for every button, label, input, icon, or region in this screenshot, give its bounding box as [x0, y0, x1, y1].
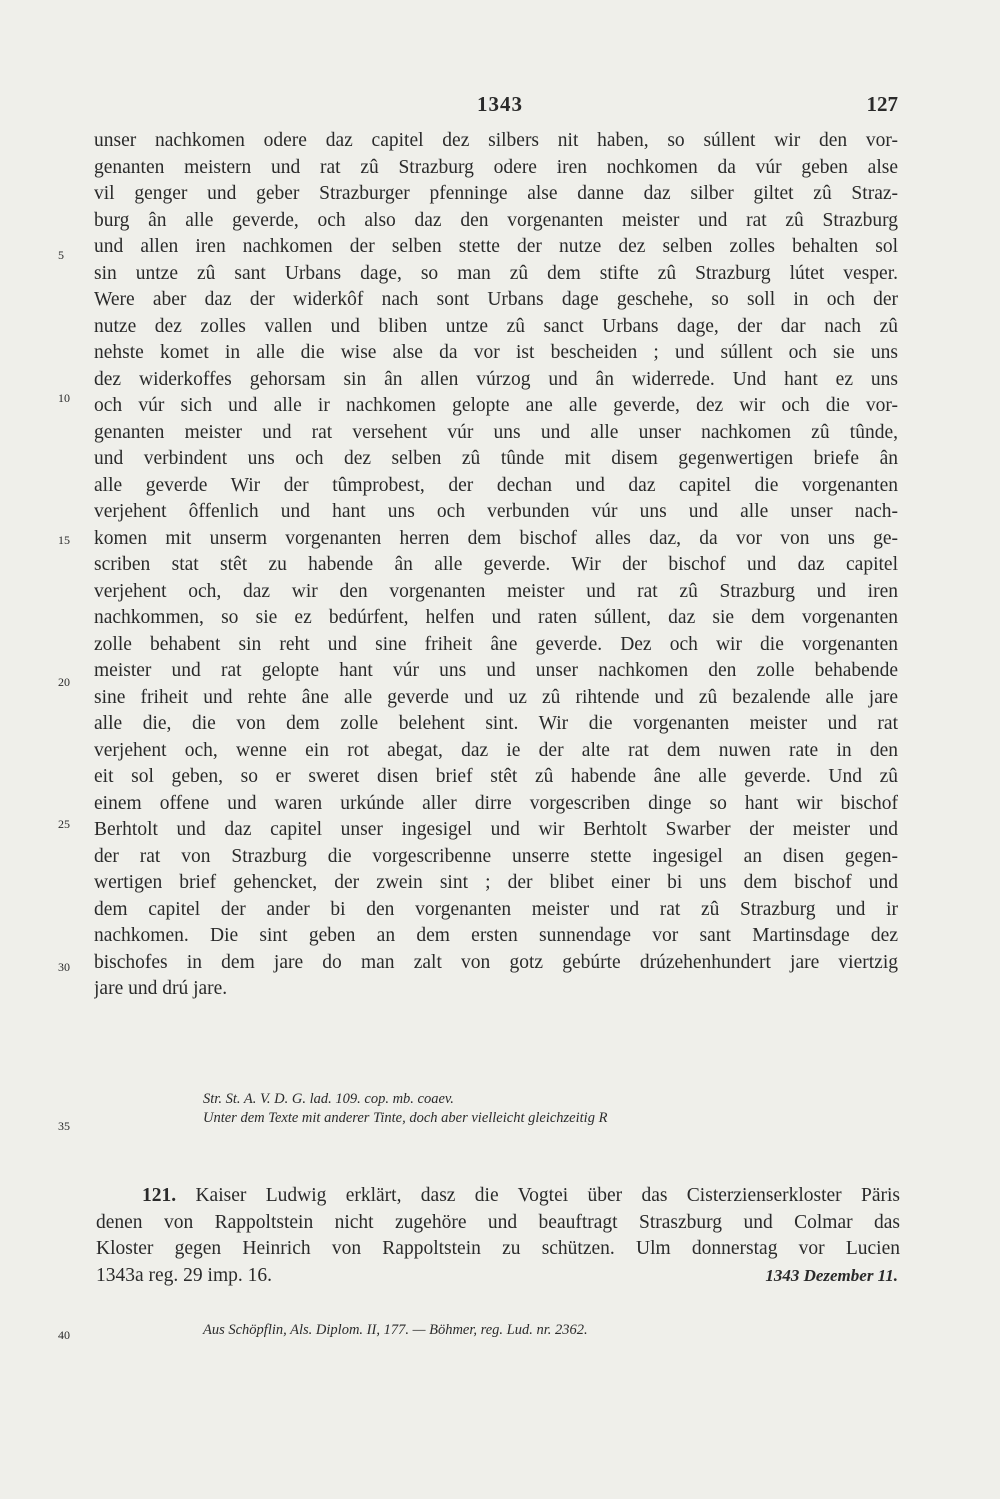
text-line: unser nachkomen odere daz capitel dez silbers nit haben, so súllent wir den vor- — [94, 130, 898, 151]
text-line: Berhtolt und daz capitel unser ingesigel und wir Berhtolt Swarber der meister und — [94, 819, 898, 840]
text-line: verjehent och, daz wir den vorgenanten meister und rat zû Strazburg und iren — [94, 580, 898, 602]
text-line: zolle behabent sin reht und sine friheit âne geverde. Dez och wir die vorgenanten — [94, 633, 898, 655]
entry-line-text: 1343a reg. 29 imp. 16. — [96, 1264, 273, 1286]
source-note: Unter dem Texte mit anderer Tinte, doch aber vielleicht gleichzeitig R — [203, 1110, 608, 1126]
entry-line-text: Kaiser Ludwig erklärt, dasz die Vogtei über das Cisterzienserkloster Päris — [195, 1185, 900, 1206]
text-line: nachkomen. Die sint geben an dem ersten sunnendage vor sant Martinsdage dez — [94, 925, 898, 946]
line-number: 30 — [58, 960, 70, 974]
text-line: eit sol geben, so er sweret disen brief stêt zû habende âne alle geverde. Und zû — [94, 766, 898, 787]
text-line: sine friheit und rehte âne alle geverde und uz zû rihtende und zû bezalende alle jare — [94, 686, 898, 708]
line-number: 5 — [58, 248, 64, 262]
text-line: alle geverde Wir der tûmprobest, der dechan und daz capitel die vorgenanten — [94, 474, 898, 496]
text-line: dez widerkoffes gehorsam sin ân allen vúrzog und ân widerrede. Und hant ez uns — [94, 368, 898, 390]
text-line: der rat von Strazburg die vorgescribenne unserre stette ingesigel an disen gegen- — [94, 845, 898, 867]
line-number: 25 — [58, 817, 70, 831]
text-line: scriben stat stêt zu habende ân alle geverde. Wir der bischof und daz capitel — [94, 554, 898, 575]
entry-line — [96, 1263, 900, 1290]
text-line: wertigen brief gehencket, der zwein sint ; der blibet einer bi uns dem bischof und — [94, 872, 898, 893]
text-line: bischofes in dem jare do man zalt von gotz gebúrte drúzehenhundert jare viertzig — [94, 951, 898, 973]
text-line: och vúr sich und alle ir nachkomen gelopte ane alle geverde, dez wir och die vor- — [94, 395, 898, 416]
page-header-year: 1343 — [477, 92, 523, 116]
text-line: nachkommen, so sie ez bedúrfent, helfen und raten súllent, daz sie dem vorgenanten — [94, 607, 898, 628]
text-line: burg ân alle geverde, och also daz den vorgenanten meister und rat zû Strazburg — [94, 209, 898, 231]
text-line: verjehent och, wenne ein rot abegat, daz ie der alte rat dem nuwen rate in den — [94, 739, 898, 761]
source-note: Str. St. A. V. D. G. lad. 109. cop. mb. coaev. — [203, 1091, 454, 1107]
text-line: nehste komet in alle die wise alse da vor ist bescheiden ; und súllent och sie uns — [94, 342, 898, 363]
page-number: 127 — [866, 92, 898, 116]
text-line: genanten meister und rat versehent vúr uns und alle unser nachkomen zû tûnde, — [94, 421, 898, 443]
line-number: 40 — [58, 1328, 70, 1342]
entry-line — [96, 1183, 900, 1210]
text-line: komen mit unserm vorgenanten herren dem bischof alles daz, da vor von uns ge- — [94, 527, 898, 549]
text-line: einem offene und waren urkúnde aller dirre vorgescriben dinge so hant wir bischof — [94, 792, 898, 814]
text-line: und verbindent uns och dez selben zû tûnde mit disem gegenwertigen briefe ân — [94, 448, 898, 469]
body-text — [94, 128, 898, 1003]
text-line: verjehent ôffenlich und hant uns och verbunden vúr uns und alle unser nach- — [94, 501, 898, 522]
text-line: und allen iren nachkomen der selben stette der nutze dez selben zolles behalten sol — [94, 236, 898, 257]
text-line: meister und rat gelopte hant vúr uns und unser nachkomen den zolle behabende — [94, 660, 898, 681]
text-line: Were aber daz der widerkôf nach sont Urbans dage geschehe, so soll in och der — [94, 289, 898, 310]
entry-line: denen von Rappoltstein nicht zugehöre und beauftragt Straszburg und Colmar das — [96, 1211, 900, 1233]
entry-date: 1343 Dezember 11. — [765, 1265, 898, 1285]
text-line: nutze dez zolles vallen und bliben untze zû sanct Urbans dage, der dar nach zû — [94, 315, 898, 337]
entry-line: Kloster gegen Heinrich von Rappoltstein zu schützen. Ulm donnerstag vor Lucien — [96, 1238, 900, 1259]
line-number: 35 — [58, 1119, 70, 1133]
entry-number: 121. — [142, 1185, 177, 1206]
text-line: alle die, die von dem zolle belehent sint. Wir die vorgenanten meister und rat — [94, 713, 898, 734]
text-line: sin untze zû sant Urbans dage, so man zû dem stifte zû Strazburg lútet vesper. — [94, 262, 898, 284]
line-number: 10 — [58, 391, 70, 405]
line-number: 20 — [58, 675, 70, 689]
text-line: genanten meistern und rat zû Strazburg odere iren nochkomen da vúr geben alse — [94, 156, 898, 178]
text-line: jare und drú jare. — [94, 978, 228, 999]
line-number: 15 — [58, 533, 70, 547]
regest-entry — [96, 1183, 900, 1289]
text-line: vil genger und geber Strazburger pfenninge alse danne daz silber giltet zû Straz- — [94, 183, 898, 204]
text-line: dem capitel der ander bi den vorgenanten meister und rat zû Strazburg und ir — [94, 898, 898, 920]
footnote: Aus Schöpflin, Als. Diplom. II, 177. — Böhmer, reg. Lud. nr. 2362. — [203, 1322, 588, 1338]
